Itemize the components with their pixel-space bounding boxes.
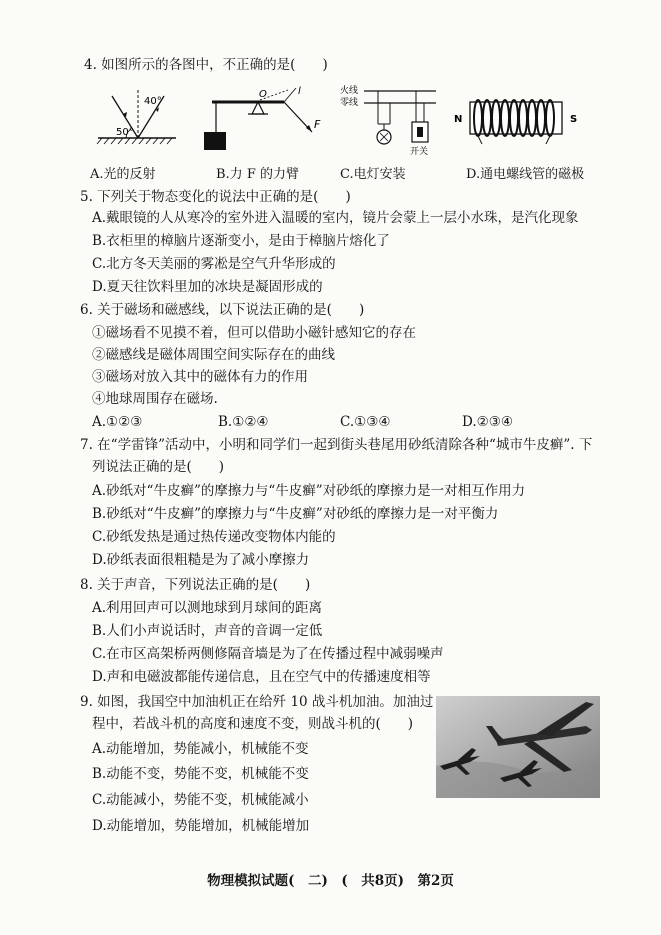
- q5-option-d: D.夏天往饮料里加的冰块是凝固形成的: [92, 279, 323, 295]
- q6-option-c: C.①③④: [340, 414, 391, 430]
- solenoid-diagram: [452, 92, 592, 146]
- q8-option-d: D.声和电磁波都能传递信息，且在空气中的传播速度相等: [92, 669, 431, 685]
- q9-option-a: A.动能增加，势能减小，机械能不变: [92, 741, 309, 757]
- q7-stem-line2: 列说法正确的是( ): [92, 459, 225, 475]
- circuit-diagram: [338, 84, 438, 160]
- q7-option-b: B.砂纸对“牛皮癣”的摩擦力与“牛皮癣”对砂纸的摩擦力是一对平衡力: [92, 506, 499, 522]
- q6-option-a: A.①②③: [92, 414, 143, 430]
- refueling-photo: [436, 696, 600, 798]
- q4-caption-b: B.力 F 的力臂: [216, 167, 299, 182]
- q8-option-b: B.人们小声说话时，声音的音调一定低: [92, 623, 323, 639]
- q6-option-b: B.①②④: [218, 414, 269, 430]
- q8-option-c: C.在市区高架桥两侧修隔音墙是为了在传播过程中减弱噪声: [92, 646, 444, 662]
- live-wire-label: 火线: [340, 86, 359, 96]
- south-pole-label: S: [570, 114, 578, 125]
- label-l: l: [298, 86, 301, 97]
- q9-option-c: C.动能减小，势能不变，机械能减小: [92, 792, 309, 808]
- north-pole-label: N: [454, 114, 463, 125]
- q9-stem-line2: 程中，若战斗机的高度和速度不变，则战斗机的( ): [92, 716, 414, 732]
- q4-caption-c: C.电灯安装: [340, 167, 406, 182]
- lever-diagram: [198, 84, 332, 158]
- q5-stem: 5. 下列关于物态变化的说法中正确的是( ): [80, 189, 351, 205]
- label-o: O: [259, 89, 267, 100]
- label-f: F: [314, 118, 321, 131]
- q4-caption-a: A.光的反射: [90, 167, 156, 182]
- angle-left-label: 50°: [116, 127, 134, 138]
- q7-option-c: C.砂纸发热是通过热传递改变物体内能的: [92, 529, 336, 545]
- q9-option-b: B.动能不变，势能不变，机械能不变: [92, 766, 309, 782]
- q9-stem-line1: 9. 如图，我国空中加油机正在给歼 10 战斗机加油。加油过: [80, 694, 434, 710]
- q7-stem-line1: 7. 在“学雷锋”活动中，小明和同学们一起到街头巷尾用砂纸清除各种“城市牛皮癣”. 下: [80, 437, 593, 453]
- page-footer: 物理模拟试题( 二) ( 共8页) 第2页: [207, 873, 454, 889]
- neutral-wire-label: 零线: [340, 98, 359, 108]
- q5-option-b: B.衣柜里的樟脑片逐渐变小，是由于樟脑片熔化了: [92, 233, 390, 249]
- q7-option-a: A.砂纸对“牛皮癣”的摩擦力与“牛皮癣”对砂纸的摩擦力是一对相互作用力: [92, 483, 526, 499]
- switch-label: 开关: [410, 147, 429, 157]
- q6-option-d: D.②③④: [462, 414, 513, 430]
- q4-caption-d: D.通电螺线管的磁极: [466, 167, 585, 182]
- q7-option-d: D.砂纸表面很粗糙是为了减小摩擦力: [92, 552, 310, 568]
- q5-option-c: C.北方冬天美丽的雾凇是空气升华形成的: [92, 256, 336, 272]
- q8-option-a: A.利用回声可以测地球到月球间的距离: [92, 600, 323, 616]
- angle-top-label: 40°: [144, 96, 162, 107]
- q6-statement-4: ④地球周围存在磁场.: [92, 391, 218, 407]
- q8-stem: 8. 关于声音，下列说法正确的是( ): [80, 577, 311, 593]
- q6-statement-1: ①磁场看不见摸不着，但可以借助小磁针感知它的存在: [92, 325, 416, 341]
- q9-option-d: D.动能增加，势能增加，机械能增加: [92, 818, 310, 834]
- q6-statement-3: ③磁场对放入其中的磁体有力的作用: [92, 369, 308, 385]
- reflection-diagram: [96, 86, 178, 158]
- q6-stem: 6. 关于磁场和磁感线，以下说法正确的是( ): [80, 302, 365, 318]
- q6-statement-2: ②磁感线是磁体周围空间实际存在的曲线: [92, 347, 335, 363]
- q4-stem: 4. 如图所示的各图中，不正确的是( ): [84, 57, 328, 73]
- q5-option-a: A.戴眼镜的人从寒冷的室外进入温暖的室内，镜片会蒙上一层小水珠，是汽化现象: [92, 210, 579, 226]
